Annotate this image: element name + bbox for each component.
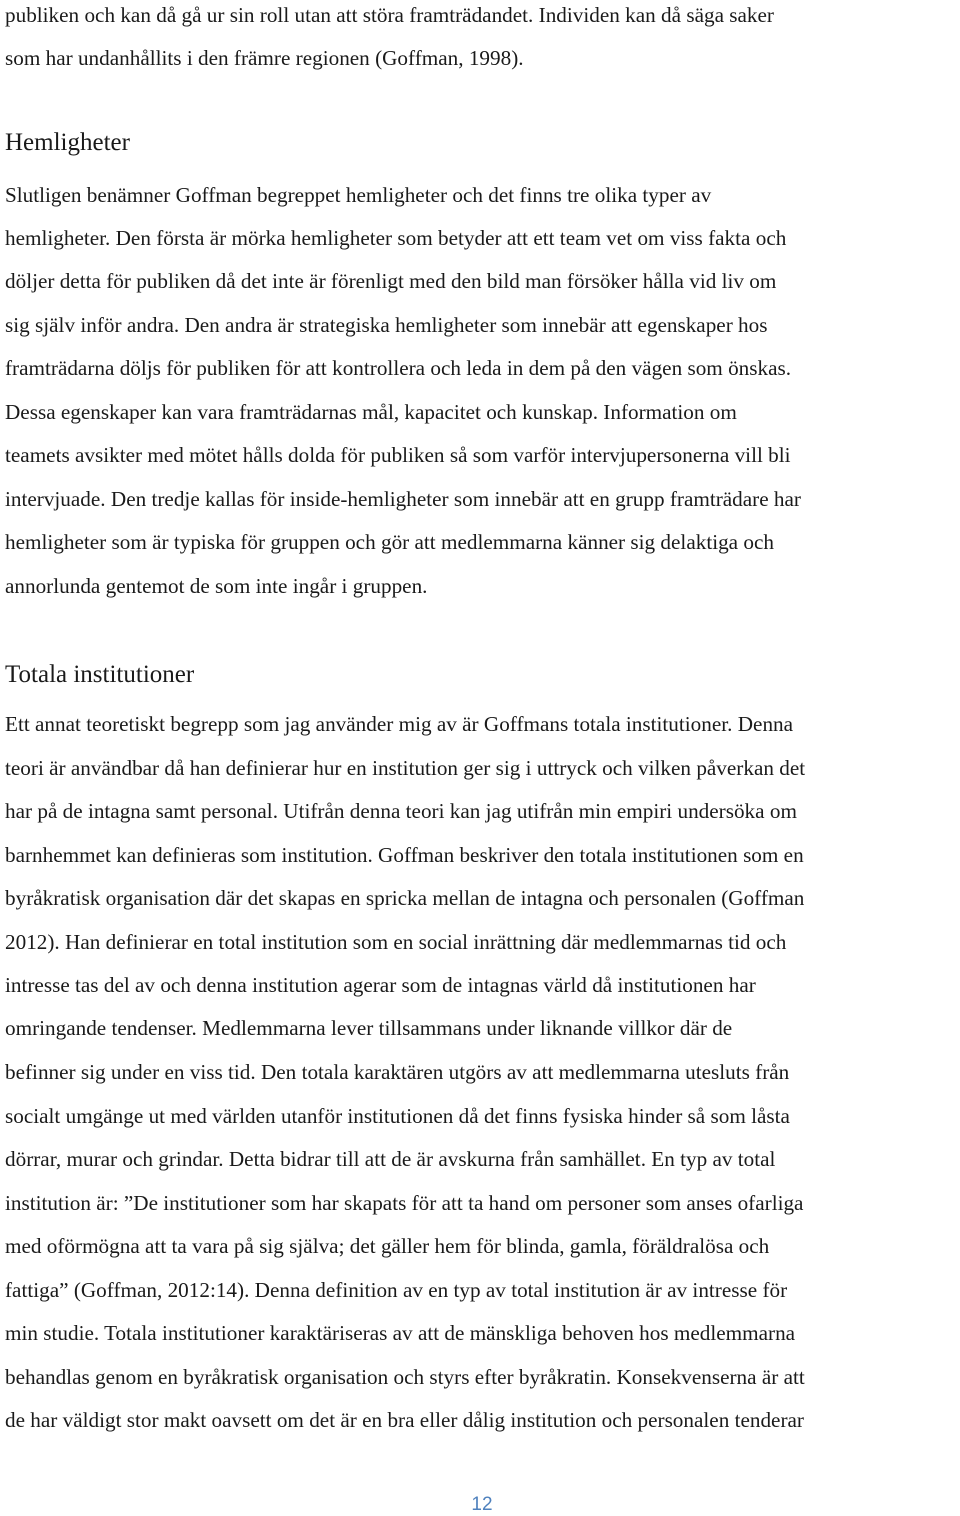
section-heading-totala-institutioner: Totala institutioner	[5, 661, 195, 688]
body-text-line: fattiga” (Goffman, 2012:14). Denna definition av en typ av total institution är av intresse för	[5, 1278, 788, 1302]
body-text-line: döljer detta för publiken då det inte är förenligt med den bild man försöker hålla vid liv om	[5, 269, 777, 293]
body-text-line: intresse tas del av och denna institution agerar som de intagnas värld då institutionen har	[5, 973, 756, 997]
body-text-line: hemligheter som är typiska för gruppen och gör att medlemmarna känner sig delaktiga och	[5, 530, 774, 554]
body-text-line: publiken och kan då gå ur sin roll utan att störa framträdandet. Individen kan då säga saker	[5, 3, 774, 27]
body-text-line: hemligheter. Den första är mörka hemligheter som betyder att ett team vet om viss fakta och	[5, 226, 787, 250]
body-text-line: intervjuade. Den tredje kallas för inside-hemligheter som innebär att en grupp framträdare har	[5, 487, 801, 511]
body-text-line: teori är användbar då han definierar hur en institution ger sig i uttryck och vilken påverkan det	[5, 756, 806, 780]
body-text-line: teamets avsikter med mötet hålls dolda för publiken så som varför intervjupersonerna vill bli	[5, 443, 791, 467]
body-text-line: 2012). Han definierar en total institution som en social inrättning där medlemmarnas tid och	[5, 930, 787, 954]
section-heading-hemligheter: Hemligheter	[5, 129, 130, 156]
body-text-line: Ett annat teoretiskt begrepp som jag använder mig av är Goffmans totala institutioner. Denna	[5, 712, 794, 736]
body-text-line: Dessa egenskaper kan vara framträdarnas mål, kapacitet och kunskap. Information om	[5, 400, 737, 424]
body-text-line: annorlunda gentemot de som inte ingår i gruppen.	[5, 574, 428, 598]
body-text-line: omringande tendenser. Medlemmarna lever tillsammans under liknande villkor där de	[5, 1016, 733, 1040]
body-text-line: framträdarna döljs för publiken för att kontrollera och leda in dem på den vägen som önskas.	[5, 356, 792, 380]
body-text-line: institution är: ”De institutioner som har skapats för att ta hand om personer som anses ofarliga	[5, 1191, 804, 1215]
body-text-line: Slutligen benämner Goffman begreppet hemligheter och det finns tre olika typer av	[5, 183, 712, 207]
body-text-line: har på de intagna samt personal. Utifrån denna teori kan jag utifrån min empiri undersöka om	[5, 799, 797, 823]
body-text-line: som har undanhållits i den främre regionen (Goffman, 1998).	[5, 46, 524, 70]
body-text-line: socialt umgänge ut med världen utanför institutionen då det finns fysiska hinder så som låsta	[5, 1104, 790, 1128]
body-text-line: barnhemmet kan definieras som institution. Goffman beskriver den totala institutionen som en	[5, 843, 804, 867]
page-number: 12	[471, 1494, 493, 1515]
body-text-line: behandlas genom en byråkratisk organisation och styrs efter byråkratin. Konsekvenserna är att	[5, 1365, 805, 1389]
body-text-line: min studie. Totala institutioner karaktäriseras av att de mänskliga behoven hos medlemmarna	[5, 1321, 796, 1345]
body-text-line: sig själv inför andra. Den andra är strategiska hemligheter som innebär att egenskaper hos	[5, 313, 768, 337]
body-text-line: befinner sig under en viss tid. Den totala karaktären utgörs av att medlemmarna utesluts från	[5, 1060, 790, 1084]
body-text-line: dörrar, murar och grindar. Detta bidrar till att de är avskurna från samhället. En typ av total	[5, 1147, 776, 1171]
body-text-line: med oförmögna att ta vara på sig själva; det gäller hem för blinda, gamla, föräldralösa och	[5, 1234, 770, 1258]
body-text-line: byråkratisk organisation där det skapas en spricka mellan de intagna och personalen (Goffman	[5, 886, 805, 910]
body-text-line: de har väldigt stor makt oavsett om det är en bra eller dålig institution och personalen tenderar	[5, 1408, 804, 1432]
